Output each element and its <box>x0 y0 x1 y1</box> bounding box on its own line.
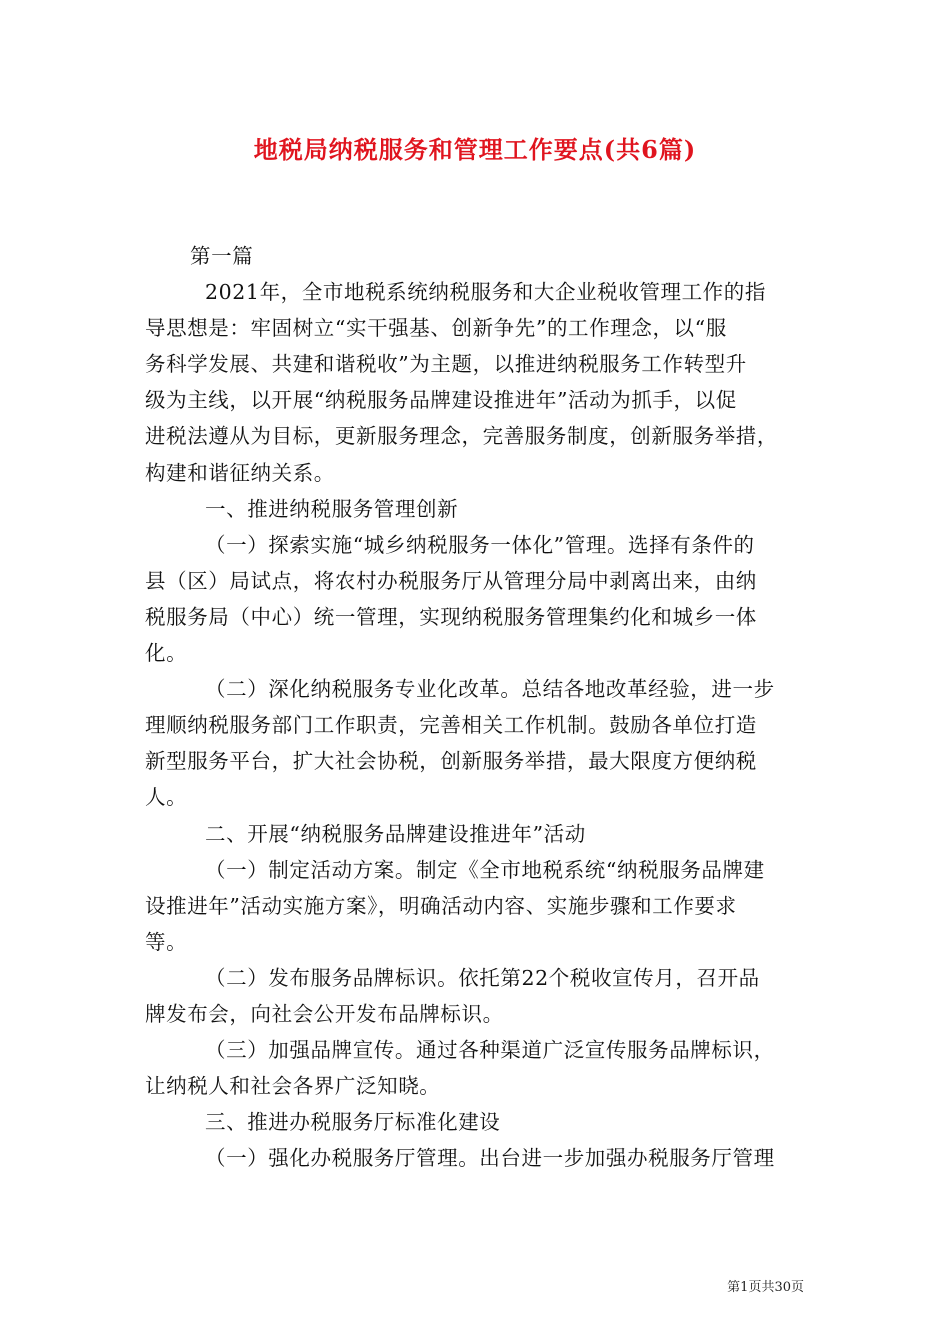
document-body <box>145 238 810 1176</box>
paragraph-line: （一）制定活动方案。制定《全市地税系统“纳税服务品牌建 <box>205 857 765 882</box>
paragraph-line: （一）强化办税服务厅管理。出台进一步加强办税服务厅管理 <box>205 1146 775 1171</box>
section-heading: 第一篇 <box>190 244 254 268</box>
paragraph-line: 让纳税人和社会各界广泛知晓。 <box>145 1074 441 1099</box>
subsection-heading: 一、推进纳税服务管理创新 <box>205 496 459 521</box>
paragraph-line: 导思想是：牢固树立“实干强基、创新争先”的工作理念，以“服 <box>145 316 727 341</box>
paragraph-line: 级为主线，以开展“纳税服务品牌建设推进年”活动为抓手，以促 <box>145 388 737 413</box>
paragraph-line: 新型服务平台，扩大社会协税，创新服务举措，最大限度方便纳税 <box>145 749 757 774</box>
paragraph-line: 理顺纳税服务部门工作职责，完善相关工作机制。鼓励各单位打造 <box>145 713 757 738</box>
paragraph-line: 2021年，全市地税系统纳税服务和大企业税收管理工作的指 <box>205 280 766 305</box>
paragraph-line: 人。 <box>145 785 188 810</box>
paragraph-line: （二）深化纳税服务专业化改革。总结各地改革经验，进一步 <box>205 677 775 702</box>
paragraph-line: 构建和谐征纳关系。 <box>145 460 335 485</box>
paragraph-line: 牌发布会，向社会公开发布品牌标识。 <box>145 1001 504 1026</box>
page-number: 第1页共30页 <box>727 1280 804 1295</box>
paragraph-line: 务科学发展、共建和谐税收”为主题，以推进纳税服务工作转型升 <box>145 352 747 377</box>
paragraph-line: 化。 <box>145 641 188 666</box>
paragraph-line: （三）加强品牌宣传。通过各种渠道广泛宣传服务品牌标识， <box>205 1038 775 1063</box>
paragraph-line: 等。 <box>145 929 188 954</box>
paragraph-line: 税服务局（中心）统一管理，实现纳税服务管理集约化和城乡一体 <box>145 604 757 629</box>
paragraph-line: 设推进年”活动实施方案》，明确活动内容、实施步骤和工作要求 <box>145 893 737 918</box>
subsection-heading: 二、开展“纳税服务品牌建设推进年”活动 <box>205 821 586 846</box>
paragraph-line: （二）发布服务品牌标识。依托第22个税收宣传月，召开品 <box>205 965 760 990</box>
paragraph-line: 进税法遵从为目标，更新服务理念，完善服务制度，创新服务举措， <box>145 424 778 449</box>
subsection-heading: 三、推进办税服务厅标准化建设 <box>205 1110 501 1135</box>
paragraph-line: （一）探索实施“城乡纳税服务一体化”管理。选择有条件的 <box>205 532 755 557</box>
paragraph-line: 县（区）局试点，将农村办税服务厅从管理分局中剥离出来，由纳 <box>145 568 757 593</box>
document-title: 地税局纳税服务和管理工作要点(共6篇) <box>253 135 697 164</box>
